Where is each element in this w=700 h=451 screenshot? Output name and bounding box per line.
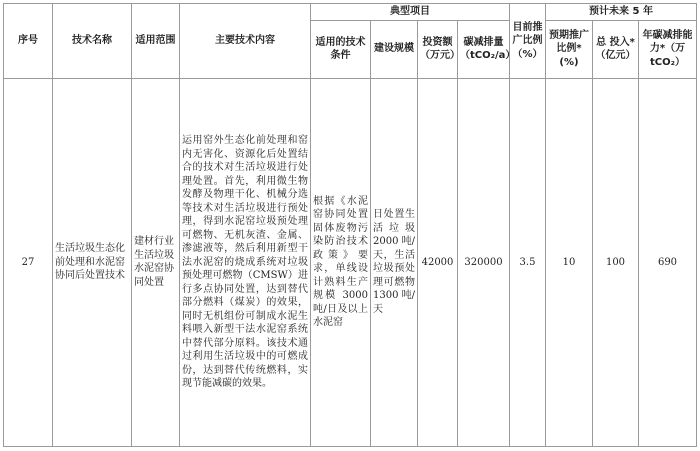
header-investment: 投资额（万元） [418, 20, 458, 78]
cell-total-investment: 100 [593, 78, 639, 447]
cell-current-ratio: 3.5 [510, 78, 546, 447]
cell-tech-name: 生活垃圾生态化前处理和水泥窑协同后处置技术 [53, 78, 132, 447]
header-seq: 序号 [4, 4, 53, 79]
cell-conditions: 根据《水泥窑协同处置固体废物污染防治技术政策》要求，单线设计熟料生产规模 3000 吨/日及以上水泥窑 [311, 78, 371, 447]
header-conditions: 适用的技术条件 [311, 20, 371, 78]
cell-scope: 建材行业生活垃圾水泥窑协同处置 [132, 78, 180, 447]
header-tech-name: 技术名称 [53, 4, 132, 79]
header-future-5-years: 预计未来 5 年 [546, 4, 697, 21]
header-scale: 建设规模 [371, 20, 418, 78]
header-reduction: 碳减排量（tCO₂/a） [458, 20, 510, 78]
cell-scale: 日处置生活垃圾 2000 吨/天，生活垃圾预处理可燃物 1300 吨/天 [371, 78, 418, 447]
header-total-investment: 总 投入*（亿元） [593, 20, 639, 78]
header-expected-ratio: 预期推广比例*(%) [546, 20, 593, 78]
cell-expected-ratio: 10 [546, 78, 593, 447]
header-typical-project: 典型项目 [311, 4, 510, 21]
cell-investment: 42000 [418, 78, 458, 447]
header-annual-capacity: 年碳减排能力*（万 tCO₂） [639, 20, 697, 78]
cell-reduction: 320000 [458, 78, 510, 447]
table-row [4, 78, 697, 447]
header-content: 主要技术内容 [180, 4, 311, 79]
technology-table [3, 3, 697, 447]
header-scope: 适用范围 [132, 4, 180, 79]
header-current-ratio: 目前推广比例（%） [510, 4, 546, 79]
cell-seq: 27 [4, 78, 53, 447]
cell-annual-capacity: 690 [639, 78, 697, 447]
cell-content: 运用窑外生态化前处理和窑内无害化、资源化后处置结合的技术对生活垃圾进行处理处置。首先，利用微生物发酵及物理干化、机械分选等技术对生活垃圾进行预处理，得到水泥窑垃圾预处理可燃物、无机灰渣、金属、渗滤液等，然后利用新型干法水泥窑的烧成系统对垃圾预处理可燃物（CMSW）进行多点协同处置，达到替代部分燃料（煤炭）的效果，同时无机组份可制成水泥生料喂入新型干法水泥窑系统中替代部分原料。该技术通过利用生活垃圾中的可燃成份，达到替代传统燃料，实现节能减碳的效果。 [180, 78, 311, 447]
header-row-top [4, 4, 697, 21]
